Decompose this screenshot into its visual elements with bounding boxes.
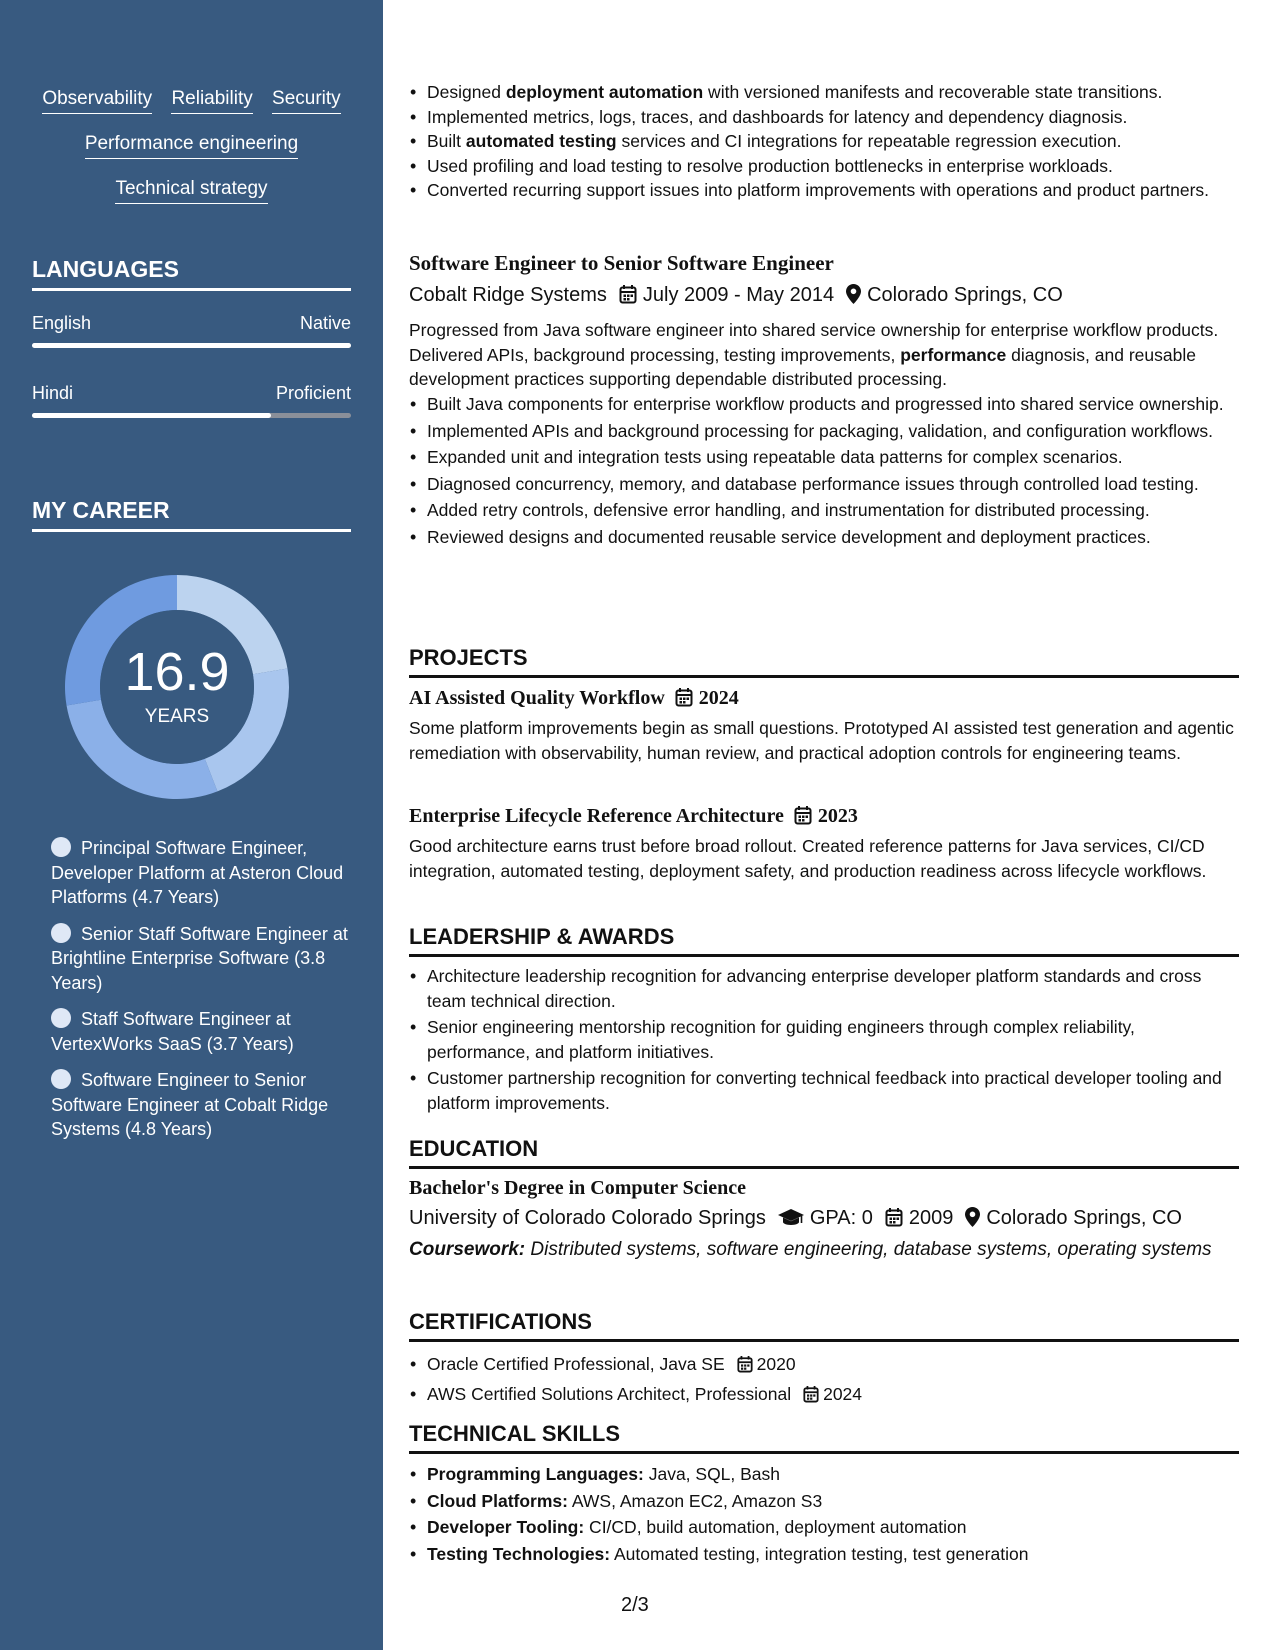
skill-label: Developer Tooling: [427, 1517, 585, 1537]
career-item-text: Software Engineer to Senior Software Engineer at Cobalt Ridge Systems (4.8 Years) [51, 1070, 329, 1139]
bullet-text: Converted recurring support issues into platform improvements with operations and product partners. [427, 180, 1210, 200]
main-content [409, 0, 1239, 1650]
skill-label: Cloud Platforms: [427, 1490, 568, 1511]
language-row [32, 383, 351, 404]
bullet-item [427, 105, 1239, 130]
job-meta [409, 284, 1239, 310]
bullet-bold: automated testing [465, 131, 617, 151]
certification-item [427, 1382, 1239, 1410]
location-pin-icon [846, 284, 861, 310]
summary-bold: performance [900, 344, 1007, 365]
job-location: Colorado Springs, CO [867, 284, 1063, 306]
education-location: Colorado Springs, CO [986, 1207, 1182, 1229]
job-dates: July 2009 - May 2014 [642, 284, 835, 306]
skill-label: Testing Technologies: [427, 1543, 611, 1564]
career-item-text: Principal Software Engineer, Developer Platform at Asteron Cloud Platforms (4.7 Years) [51, 838, 344, 907]
certification-year: 2020 [756, 1354, 796, 1374]
career-unit: YEARS [144, 706, 210, 727]
language-bar-fill [32, 413, 271, 418]
languages-heading: LANGUAGES [32, 256, 351, 291]
project-desc: Some platform improvements begin as small questions. Prototyped AI assisted test generation and agentic remediation with observability, human review, and practical adoption controls for engineering teams. [409, 718, 1234, 763]
language-level: Proficient [275, 383, 351, 403]
career-item [51, 836, 351, 910]
project-year: 2023 [817, 805, 858, 827]
skills-heading: TECHNICAL SKILLS [409, 1421, 1239, 1454]
language-bar [32, 343, 351, 348]
graduation-cap-icon [778, 1207, 804, 1233]
tag-row [0, 88, 383, 114]
education-gpa: GPA: 0 [809, 1207, 873, 1229]
bullet-text: Implemented metrics, logs, traces, and dashboards for latency and dependency diagnosis. [427, 106, 1128, 127]
education-degree: Bachelor's Degree in Computer Science [409, 1177, 746, 1199]
job-title: Software Engineer to Senior Software Engineer [409, 251, 834, 275]
bullet-item [427, 80, 1239, 105]
language-bar-fill [32, 343, 351, 348]
career-item [51, 922, 351, 996]
skill-value: CI/CD, build automation, deployment automation [584, 1517, 967, 1537]
sidebar [0, 0, 383, 1650]
tag-row [0, 178, 383, 204]
language-row [32, 313, 351, 334]
bullet-item: • Implemented APIs and background processing for packaging, validation, and configuration workflows. [427, 419, 1239, 444]
bullet-text: Used profiling and load testing to resolve production bottlenecks in enterprise workloads. [427, 155, 1113, 176]
calendar-icon [885, 1207, 903, 1233]
bullet-item [427, 129, 1239, 154]
project-name: Enterprise Lifecycle Reference Architecture [409, 805, 784, 827]
skill-item [427, 1462, 1239, 1487]
job-bullets [409, 392, 1239, 549]
skill-value: Java, SQL, Bash [643, 1464, 781, 1484]
education-year: 2009 [908, 1207, 954, 1229]
leadership-heading: LEADERSHIP & AWARDS [409, 924, 1239, 957]
certification-year: 2024 [823, 1383, 863, 1404]
certification-name: AWS Certified Solutions Architect, Professional [427, 1383, 792, 1404]
bullet-dot-icon [51, 837, 71, 857]
skill-item [427, 1542, 1239, 1567]
career-item-text: Senior Staff Software Engineer at Brightline Enterprise Software (3.8 Years) [51, 923, 348, 993]
project-name: AI Assisted Quality Workflow [409, 687, 665, 709]
project-desc: Good architecture earns trust before broad rollout. Created reference patterns for Java services, CI/CD integration, automated testing, deployment safety, and production readiness across lifecycle workflows. [409, 836, 1207, 881]
certification-name: Oracle Certified Professional, Java SE [427, 1354, 725, 1374]
certifications-heading: CERTIFICATIONS [409, 1309, 1239, 1342]
career-donut-chart [64, 574, 290, 800]
skill-value: AWS, Amazon EC2, Amazon S3 [567, 1490, 823, 1511]
tag: Security [272, 88, 341, 114]
language-bar [32, 413, 351, 418]
bullet-dot-icon [51, 1069, 71, 1089]
career-item [51, 1068, 351, 1142]
bullet-item: • Expanded unit and integration tests using repeatable data patterns for complex scenarios. [427, 445, 1239, 470]
calendar-icon [803, 1385, 819, 1410]
bullet-item: • Added retry controls, defensive error handling, and instrumentation for distributed processing. [427, 498, 1239, 523]
job-summary [409, 318, 1239, 392]
bullet-item [427, 154, 1239, 179]
tag: Observability [42, 88, 152, 114]
career-total: 16.9 [124, 642, 230, 702]
language-level: Native [299, 313, 351, 333]
skill-item [427, 1515, 1239, 1540]
bullet-item: • Senior engineering mentorship recognition for guiding engineers through complex reliability, performance, and platform initiatives. [427, 1015, 1239, 1064]
calendar-icon [794, 805, 812, 831]
calendar-icon [737, 1355, 753, 1380]
page-number: 2/3 [621, 1594, 649, 1616]
tag: Performance engineering [85, 133, 298, 159]
skills-list [409, 1462, 1239, 1566]
project-title [409, 687, 1239, 713]
coursework-text: Distributed systems, software engineering, database systems, operating systems [525, 1239, 1212, 1260]
career-heading: MY CAREER [32, 497, 351, 532]
language-name: English [32, 313, 92, 333]
bullet-item: • Built Java components for enterprise workflow products and progressed into shared service ownership. [427, 392, 1239, 417]
tag: Reliability [171, 88, 252, 114]
location-pin-icon [965, 1207, 980, 1233]
skill-value: Automated testing, integration testing, test generation [610, 1543, 1029, 1564]
summary-text: Progressed from Java software engineer into shared service ownership for enterprise workflow products. Delivered APIs, background processing, testing improvements, [409, 320, 1219, 365]
bullet-bold: deployment automation [505, 82, 704, 102]
education-heading: EDUCATION [409, 1136, 1239, 1169]
certification-item [427, 1352, 1239, 1380]
leadership-list [409, 964, 1239, 1115]
bullet-item: • Customer partnership recognition for converting technical feedback into practical developer tooling and platform improvements. [427, 1066, 1239, 1115]
bullet-text: Designed [427, 82, 506, 102]
skill-label: Programming Languages: [427, 1464, 644, 1484]
education-coursework [409, 1238, 1239, 1263]
bullet-text: with versioned manifests and recoverable state transitions. [703, 82, 1163, 102]
bullet-item [427, 178, 1239, 203]
bullet-item: • Architecture leadership recognition for advancing enterprise developer platform standards and cross team technical direction. [427, 964, 1239, 1013]
language-name: Hindi [32, 383, 74, 403]
project-title [409, 805, 1239, 831]
calendar-icon [619, 284, 637, 310]
job-company: Cobalt Ridge Systems [409, 284, 607, 306]
bullet-dot-icon [51, 923, 71, 943]
bullet-item: • Reviewed designs and documented reusable service development and deployment practices. [427, 525, 1239, 550]
project-year: 2024 [698, 687, 739, 709]
bullet-dot-icon [51, 1008, 71, 1028]
tag-row [0, 133, 383, 159]
coursework-label: Coursework: [409, 1239, 526, 1260]
skill-item [427, 1489, 1239, 1514]
tag: Technical strategy [115, 178, 267, 204]
bullet-text: Built [427, 131, 466, 151]
career-item-text: Staff Software Engineer at VertexWorks SaaS (3.7 Years) [51, 1009, 294, 1054]
previous-job-bullets [409, 80, 1239, 203]
career-list [51, 836, 351, 1154]
bullet-item: • Diagnosed concurrency, memory, and database performance issues through controlled load testing. [427, 472, 1239, 497]
education-school: University of Colorado Colorado Springs [409, 1207, 766, 1229]
certifications-list [409, 1352, 1239, 1409]
calendar-icon [675, 687, 693, 713]
education-meta [409, 1207, 1239, 1233]
bullet-text: services and CI integrations for repeatable regression execution. [616, 131, 1122, 151]
projects-heading: PROJECTS [409, 645, 1239, 678]
summary-text: diagnosis, and reusable development practices supporting dependable distributed processing. [409, 344, 1196, 389]
career-item [51, 1007, 351, 1056]
